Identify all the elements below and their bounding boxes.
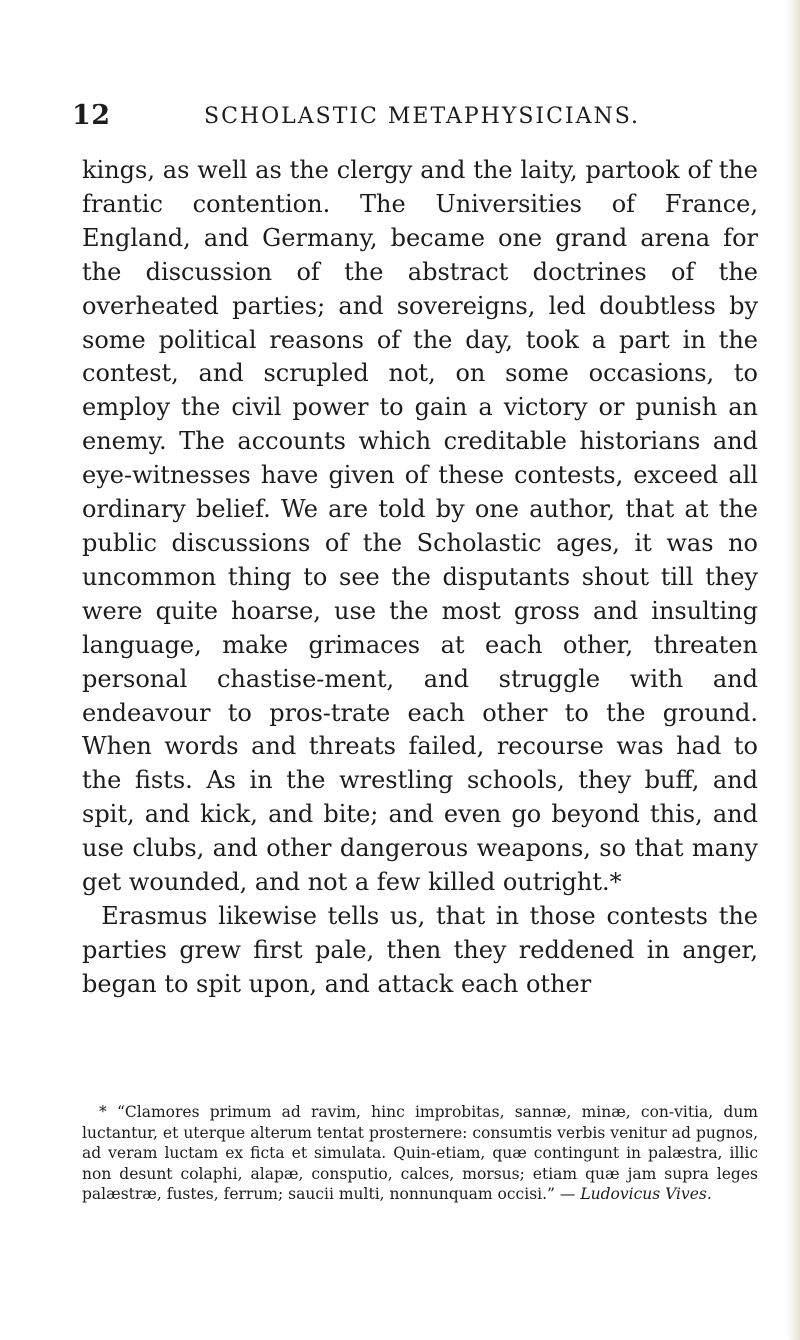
body-text bbox=[82, 154, 758, 1002]
page-edge-shadow bbox=[786, 0, 800, 1340]
page-header bbox=[72, 100, 752, 140]
paragraph-2: Erasmus likewise tells us, that in those contests the parties grew first pale, then they reddened in anger, began to spit upon, and attack each other bbox=[82, 901, 758, 998]
footnote-text: * “Clamores primum ad ravim, hinc improbitas, sannæ, minæ, con-vitia, dum luctantur, et uterque alterum tentat prosternere: consumtis verbis venitur ad pugnos, ad veram luctam ex ficta et simulata. Quin-etiam, quæ contingunt in palæstra, illic non desunt colaphi, alapæ, consputio, calces, morsus; etiam quæ jam supra leges palæstræ, fustes, ferrum; saucii multi, nonnunquam occisi.” — bbox=[82, 1103, 758, 1204]
running-head: SCHOLASTIC METAPHYSICIANS. bbox=[204, 104, 641, 129]
paragraph-1: kings, as well as the clergy and the laity, partook of the frantic contention. The Universities of France, England, and Germany, became one grand arena for the discussion of the abstract doctrines of the overheated parties; and sovereigns, led doubtless by some political reasons of the day, took a part in the contest, and scrupled not, on some occasions, to employ the civil power to gain a victory or punish an enemy. The accounts which creditable historians and eye-witnesses have given of these contests, exceed all ordinary belief. We are told by one author, that at the public discussions of the Scholastic ages, it was no uncommon thing to see the disputants shout till they were quite hoarse, use the most gross and insulting language, make grimaces at each other, threaten personal chastise-ment, and struggle with and endeavour to pros-trate each other to the ground. When words and threats failed, recourse was had to the fists. As in the wrestling schools, they buff, and spit, and kick, and bite; and even go beyond this, and use clubs, and other dangerous weapons, so that many get wounded, and not a few killed outright.* bbox=[82, 156, 758, 897]
footnote bbox=[82, 1102, 758, 1205]
footnote-attribution: Ludovicus Vives. bbox=[580, 1185, 712, 1204]
page-number: 12 bbox=[72, 100, 111, 131]
